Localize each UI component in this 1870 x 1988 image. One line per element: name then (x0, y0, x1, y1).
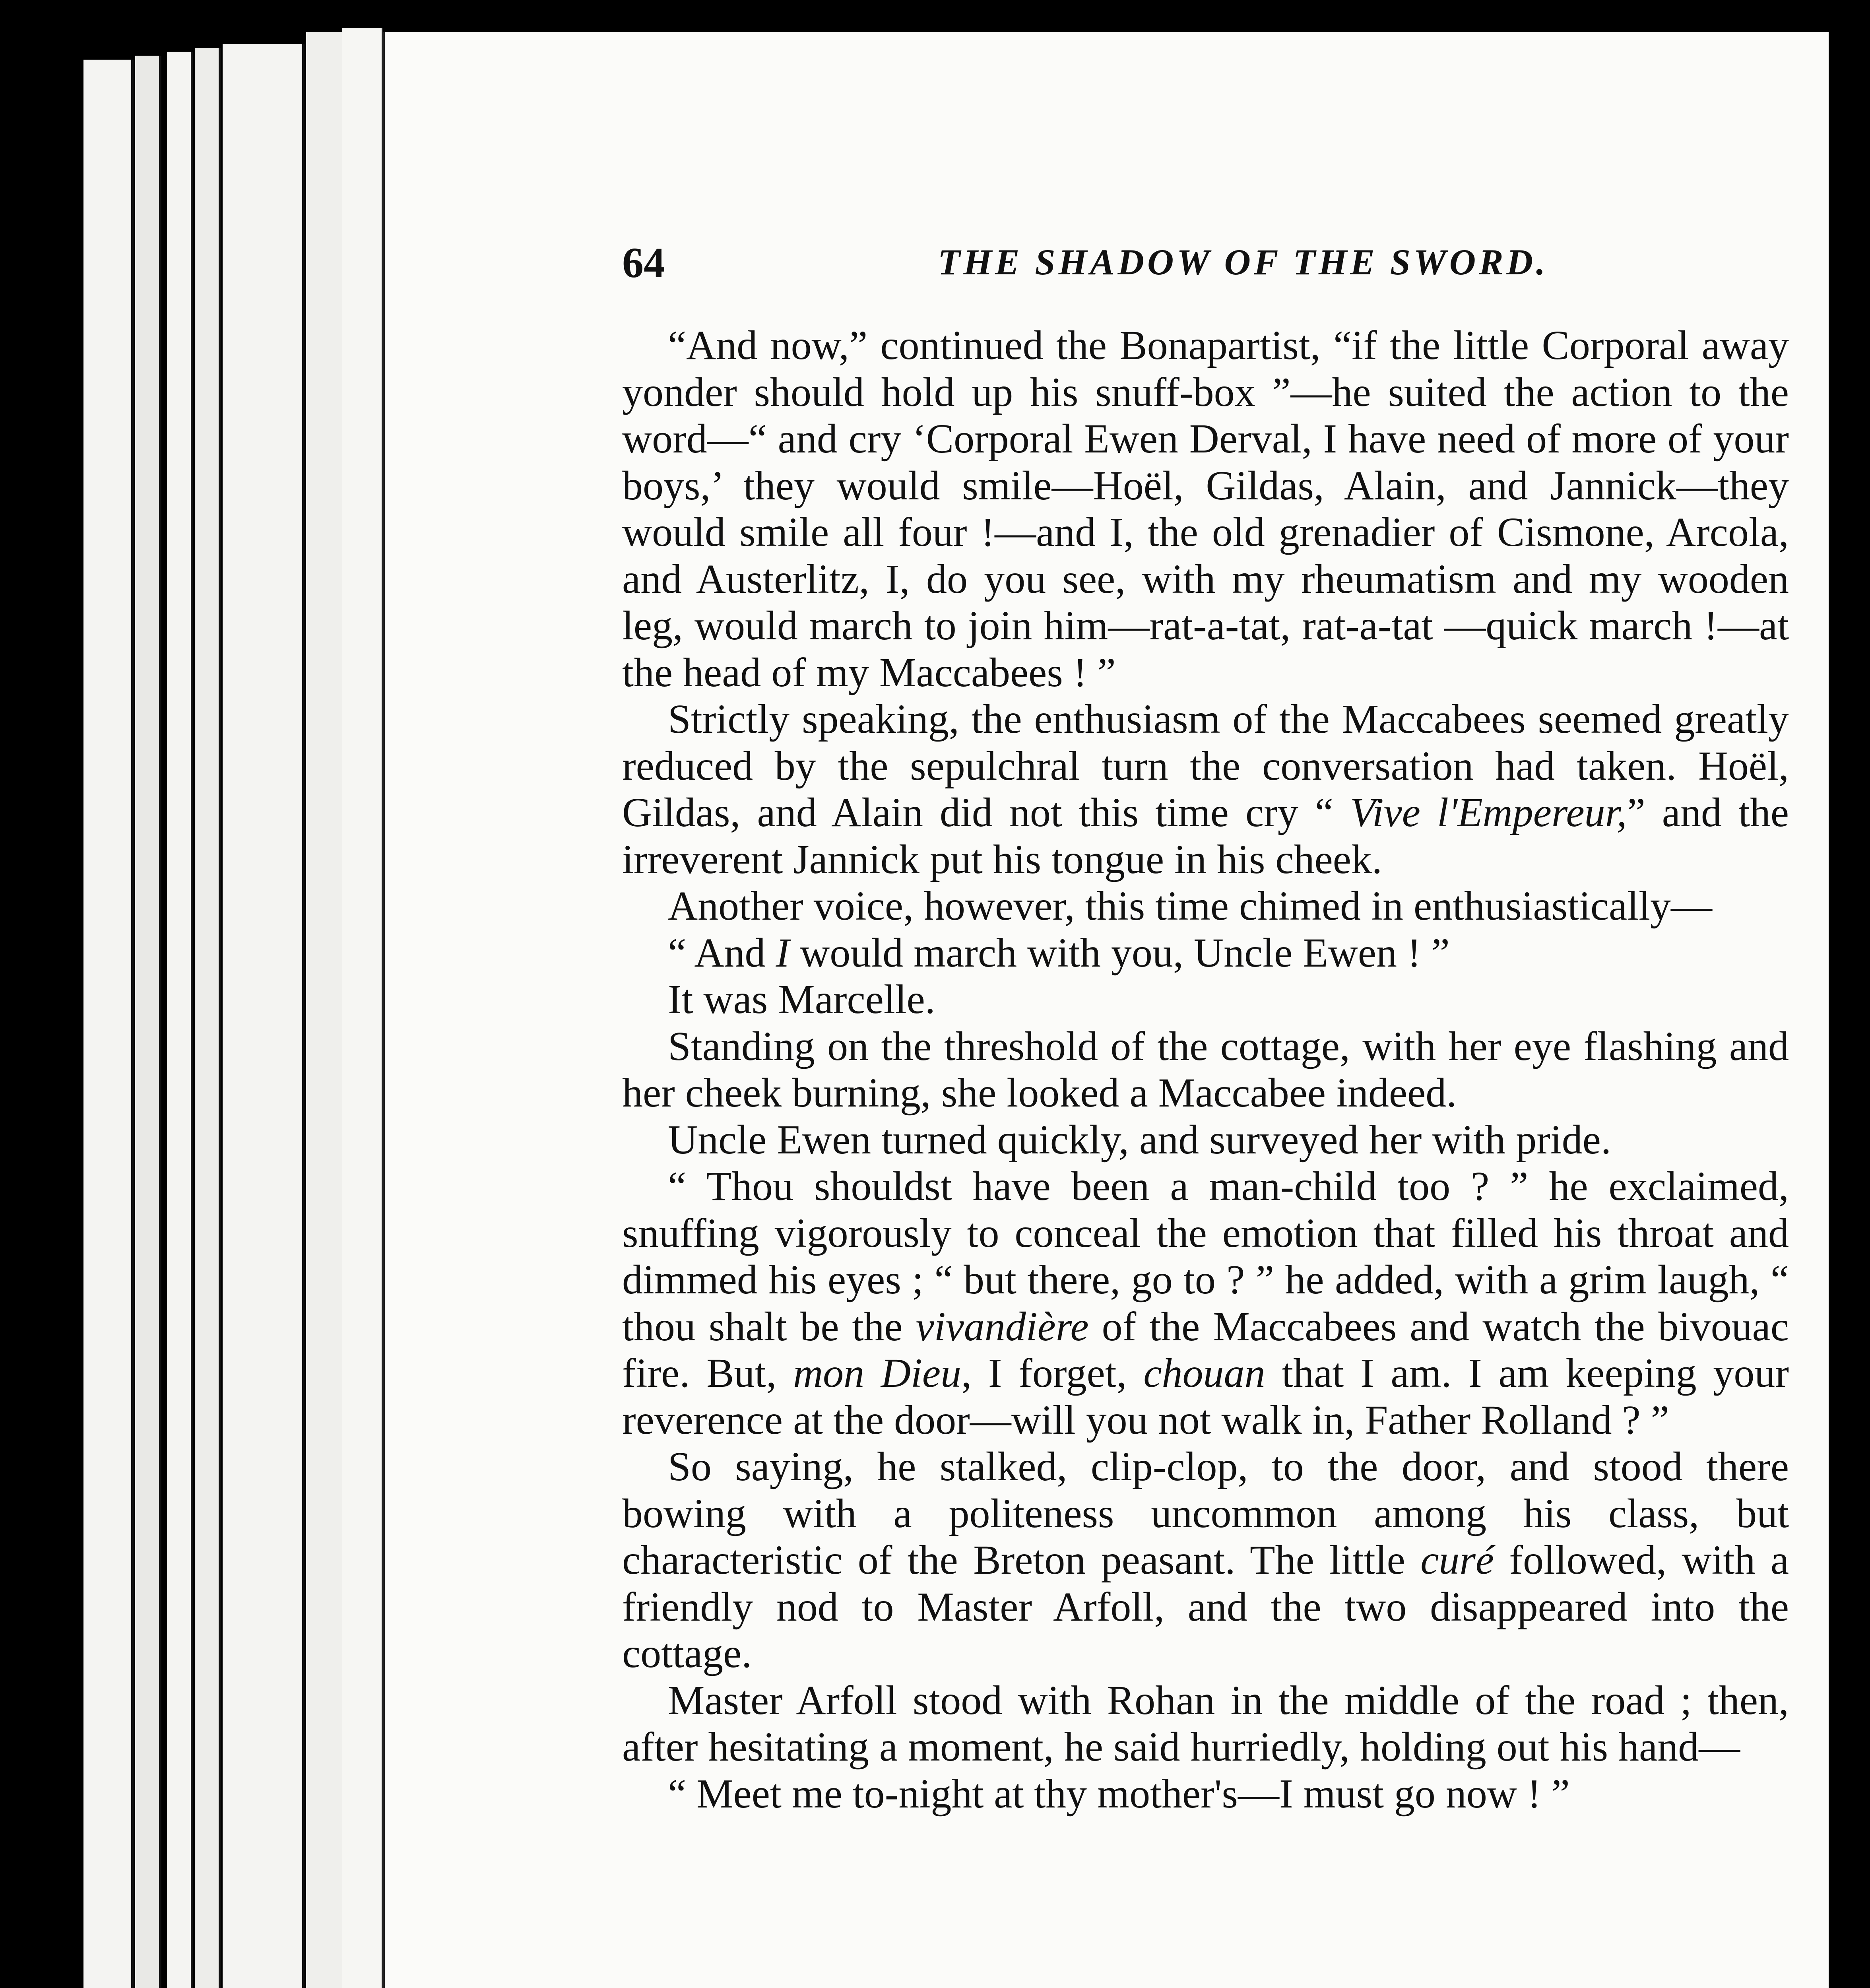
text-run: of the Maccabees and watch the bivouac fire. But, (622, 1303, 1789, 1396)
paragraph (622, 1023, 1789, 1116)
page-edge (223, 44, 305, 1988)
italic-run: chouan (1143, 1350, 1265, 1396)
italic-run: Vive l'Empereur, (1350, 790, 1627, 835)
text-run: Strictly speaking, the enthusiasm of the Maccabees seemed greatly reduced by the sepulchral turn the conversation had taken. Hoël, Gildas, and Alain did not this time cry “ (622, 696, 1789, 835)
paragraph (622, 696, 1789, 883)
paragraph (622, 976, 1789, 1023)
page-number: 64 (622, 239, 665, 287)
text-run: It was Marcelle. (668, 977, 935, 1022)
page-edge (167, 52, 193, 1988)
italic-run: mon Dieu (793, 1350, 962, 1396)
running-head (622, 239, 1548, 286)
text-run: “ Meet me to-night at thy mother's—I must go now ! ” (668, 1771, 1570, 1817)
paragraph (622, 883, 1789, 930)
paragraph (622, 930, 1789, 977)
text-run: Uncle Ewen turned quickly, and surveyed her with pride. (668, 1116, 1611, 1163)
text-run: So saying, he stalked, clip-clop, to the door, and stood there bowing with a politeness uncommon among his class, but characteristic of the Breton peasant. The little (622, 1444, 1789, 1583)
text-run: that I am. I am keeping your reverence at the door—will you not walk in, Father Rolland ? ” (622, 1350, 1789, 1443)
paragraph (622, 1116, 1789, 1163)
paragraph (622, 1163, 1789, 1443)
text-run: “ And (668, 930, 776, 976)
paragraph (622, 1677, 1789, 1771)
text-run: would march with you, Uncle Ewen ! ” (790, 930, 1450, 976)
text-run: Standing on the threshold of the cottage, with her eye flashing and her cheek burning, she looked a Maccabee indeed. (622, 1023, 1789, 1116)
running-title: THE SHADOW OF THE SWORD. (938, 242, 1548, 282)
text-run: “ Thou shouldst have been a man-child too ? ” he exclaimed, snuffing vigorously to conceal the emotion that filled his throat and dimmed his eyes ; “ but there, go to ? ” he added, with a grim laugh, “ thou shalt be the (622, 1163, 1789, 1349)
italic-run: vivandière (916, 1303, 1089, 1349)
page-edge (306, 32, 343, 1988)
text-run: ” and the irreverent Jannick put his tongue in his cheek. (622, 790, 1789, 882)
page-edge (195, 48, 221, 1988)
text-run: followed, with a friendly nod to Master Arfoll, and the two disappeared into the cottage. (622, 1537, 1789, 1676)
paragraph (622, 1443, 1789, 1677)
text-run: Another voice, however, this time chimed in enthusiastically— (668, 883, 1712, 929)
page-edge (83, 60, 134, 1988)
text-run: Master Arfoll stood with Rohan in the middle of the road ; then, after hesitating a moment, he said hurriedly, holding out his hand— (622, 1677, 1789, 1770)
body-text (622, 322, 1789, 1817)
italic-run: curé (1420, 1537, 1494, 1583)
page-edge (135, 56, 161, 1988)
text-run: “And now,” continued the Bonapartist, “if the little Corporal away yonder should hold up his snuff-box ”—he suited the action to the word—“ and cry ‘Corporal Ewen Derval, I have need of more of your boys,’ they would smile—Hoël, Gildas, Alain, and Jannick—they would smile all four !—and I, the old grenadier of Cismone, Arcola, and Austerlitz, I, do you see, with my rheumatism and my wooden leg, would march to join him—rat-a-tat, rat-a-tat —quick march !—at the head of my Maccabees ! ” (622, 322, 1789, 695)
text-run: , I forget, (961, 1350, 1144, 1396)
italic-run: I (776, 930, 790, 976)
paragraph (622, 322, 1789, 696)
paragraph (622, 1771, 1789, 1817)
page-edge (342, 28, 383, 1988)
